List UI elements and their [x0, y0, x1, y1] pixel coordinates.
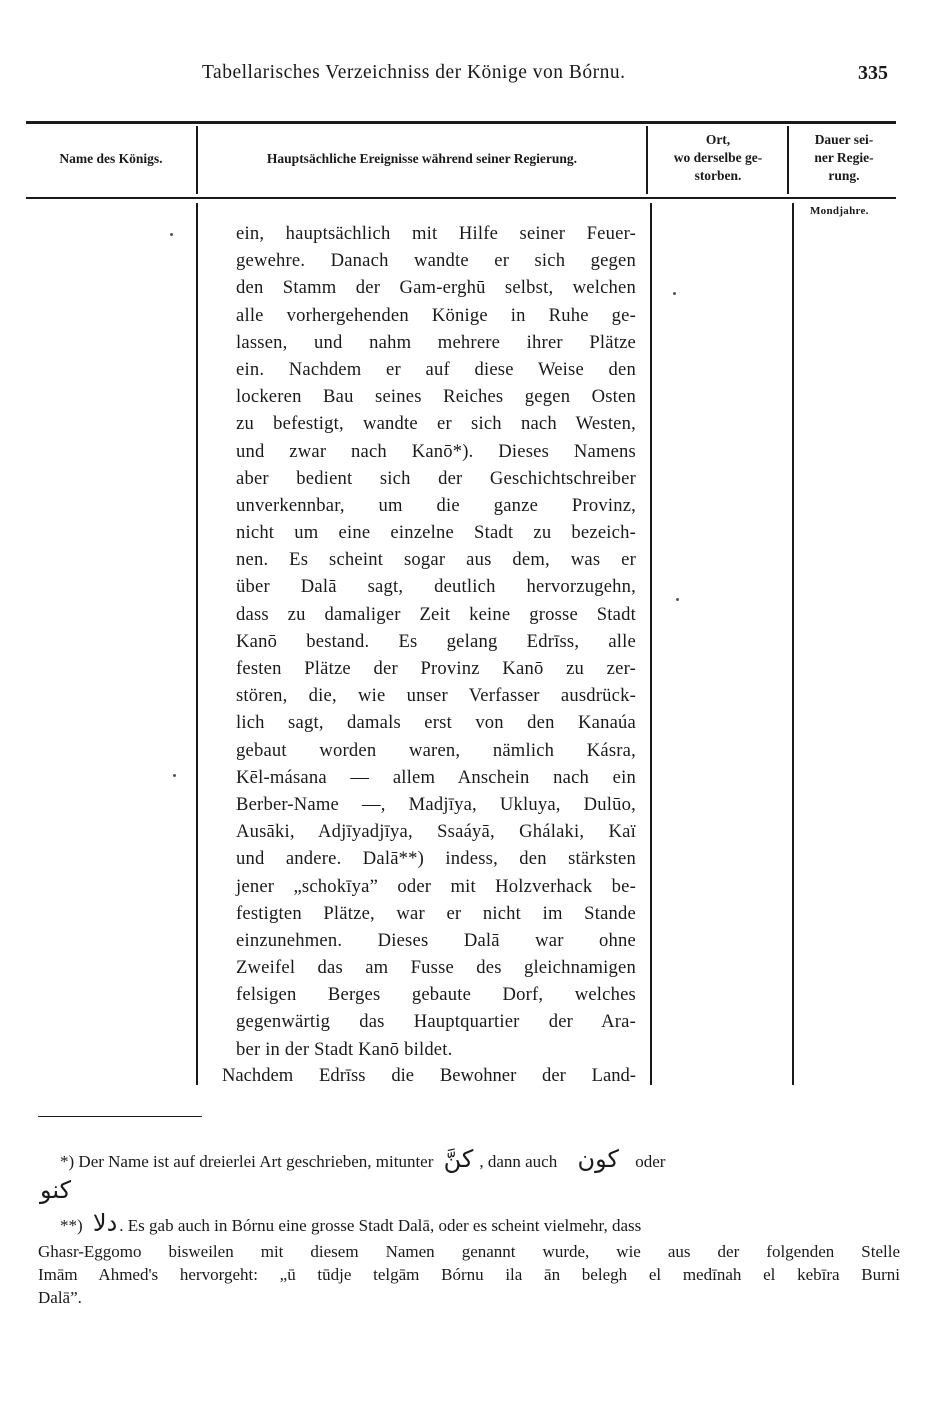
body-line: ein, hauptsächlich mit Hilfe seiner Feuer- [236, 223, 636, 244]
body-line: ein. Nachdem er auf diese Weise den [236, 358, 636, 380]
header-divider-1 [196, 126, 198, 194]
body-line: gebaut worden waren, nämlich Kásra, [236, 739, 636, 761]
col-header-duration: Dauer sei- ner Regie- rung. [814, 132, 874, 183]
col-header-name: Name des Königs. [59, 151, 163, 166]
arabic-word-dala: دلا [92, 1209, 118, 1237]
body-divider-3 [792, 203, 794, 1085]
body-line: gewehre. Danach wandte er sich gegen [236, 250, 636, 272]
arabic-word-kano-2: كون [577, 1145, 619, 1173]
footnote-2-continuation [38, 1240, 900, 1309]
footnote-2-line-3: Imām Ahmed's hervorgeht: „ū tūdje telgām Bórnu ila ān belegh el medīnah el kebīra Burni [38, 1265, 900, 1284]
duration-unit-label: Mondjahre. [810, 205, 869, 217]
header-divider-2 [646, 126, 648, 194]
body-line: felsigen Berges gebaute Dorf, welches [236, 984, 636, 1006]
body-line: einzunehmen. Dieses Dalā war ohne [236, 929, 636, 951]
running-title: Tabellarisches Verzeichniss der Könige von Bórnu. [202, 62, 626, 83]
body-line: lockeren Bau seines Reiches gegen Osten [236, 386, 636, 408]
footnote-1-text-b: , dann auch [479, 1152, 558, 1171]
print-speck [676, 598, 679, 601]
body-line: dass zu damaliger Zeit keine grosse Stadt [236, 603, 636, 625]
body-line: Zweifel das am Fusse des gleichnamigen [236, 957, 636, 979]
body-line: unverkennbar, um die ganze Provinz, [236, 494, 636, 516]
header-divider-3 [787, 126, 789, 194]
footnote-1-text-a: *) Der Name ist auf dreierlei Art geschrieben, mitunter [60, 1152, 434, 1171]
body-line: Berber-Name —, Madjīya, Ukluya, Dulūo, [236, 793, 636, 815]
body-line: und andere. Dalā**) indess, den stärksten [236, 848, 636, 870]
body-line: lich sagt, damals erst von den Kanaúa [236, 712, 636, 734]
print-speck [173, 774, 176, 777]
body-line: festen Plätze der Provinz Kanō zu zer- [236, 658, 636, 679]
body-line: nicht um eine einzelne Stadt zu bezeich- [236, 522, 636, 544]
footnote-2-line-2: Ghasr-Eggomo bisweilen mit diesem Namen genannt wurde, wie aus der folgenden Stelle [38, 1242, 900, 1261]
body-line: Kēl-másana — allem Anschein nach ein [236, 766, 636, 788]
col-header-place: Ort, wo derselbe ge- storben. [673, 132, 763, 183]
body-divider-1 [196, 203, 198, 1085]
body-line: über Dalā sagt, deutlich hervorzugehn, [236, 576, 636, 598]
footnote-2-text: . Es gab auch in Bórnu eine grosse Stadt Dalā, oder es scheint vielmehr, dass [119, 1216, 642, 1235]
print-speck [170, 233, 173, 236]
body-line: nen. Es scheint sogar aus dem, was er [236, 549, 636, 571]
table-top-rule [26, 121, 896, 124]
col-header-events: Hauptsächliche Ereignisse während seiner Regierung. [266, 151, 578, 166]
body-line: den Stamm der Gam-erghū selbst, welchen [236, 277, 636, 299]
footnote-2-line-4: Dalā”. [38, 1288, 82, 1307]
body-text [236, 220, 636, 1063]
body-line: alle vorhergehenden Könige in Ruhe ge- [236, 304, 636, 326]
body-line: ber in der Stadt Kanō bildet. [236, 1038, 453, 1060]
body-line: Kanō bestand. Es gelang Edrīss, alle [236, 630, 636, 652]
footnote-2-line-1 [60, 1209, 900, 1237]
print-speck [673, 292, 676, 295]
footnote-2-marker: **) [60, 1216, 83, 1235]
footnote-separator [38, 1116, 202, 1117]
body-line: jener „schokīya” oder mit Holzverhack be- [236, 875, 636, 897]
body-line: zu befestigt, wandte er sich nach Westen, [236, 413, 636, 435]
body-divider-2 [650, 203, 652, 1085]
body-line: stören, die, wie unser Verfasser ausdrück- [236, 685, 636, 707]
body-line: und zwar nach Kanō*). Dieses Namens [236, 440, 636, 462]
arabic-word-kano-1: كنَّ [443, 1145, 474, 1173]
page-number: 335 [858, 62, 888, 84]
arabic-word-kano-3: كنو [40, 1176, 72, 1204]
body-line: aber bedient sich der Geschichtschreiber [236, 467, 636, 489]
body-line: lassen, und nahm mehrere ihrer Plätze [236, 331, 636, 353]
continuation-line: Nachdem Edrīss die Bewohner der Land- [222, 1065, 636, 1086]
footnote-1 [60, 1145, 900, 1173]
table-header-rule [26, 197, 896, 199]
body-line: gegenwärtig das Hauptquartier der Ara- [236, 1011, 636, 1033]
body-line: festigten Plätze, war er nicht im Stande [236, 902, 636, 924]
body-line: Ausāki, Adjīyadjīya, Ssaáyā, Ghálaki, Kaï [236, 821, 636, 843]
footnote-1-text-c: oder [635, 1152, 666, 1171]
